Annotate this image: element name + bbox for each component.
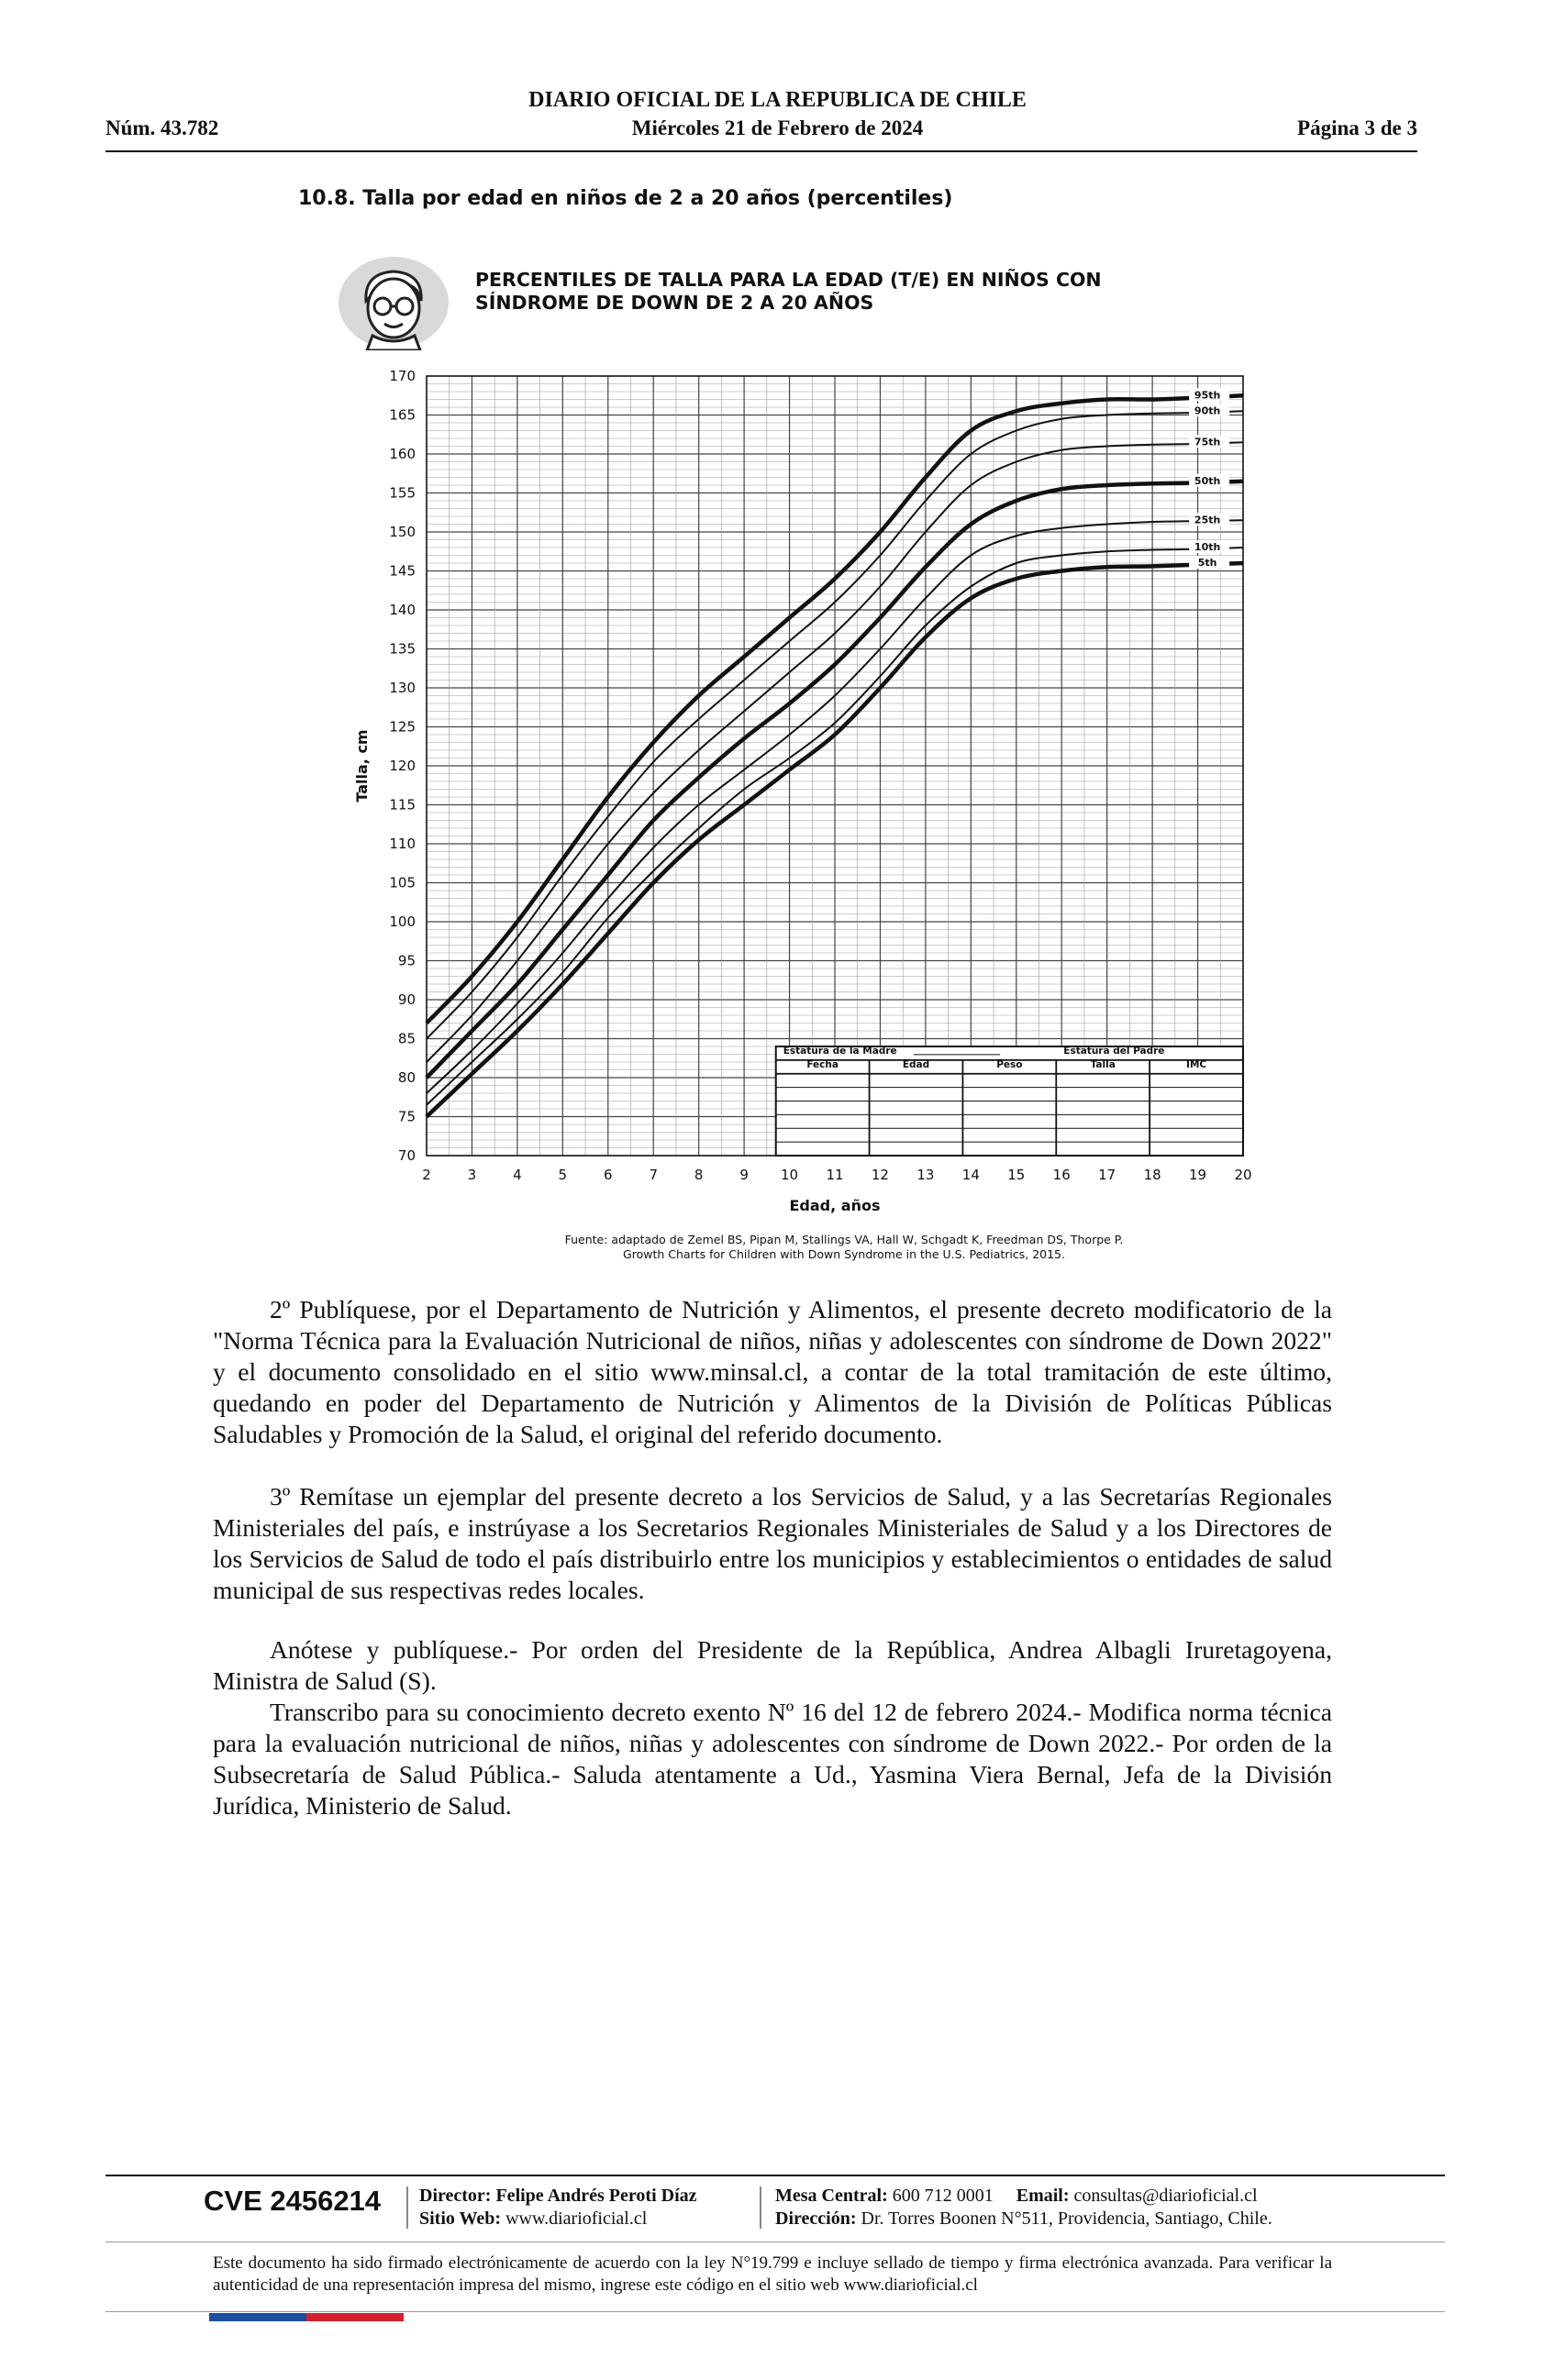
issue-number: Núm. 43.782 bbox=[106, 116, 219, 139]
percentile-label: 95th bbox=[1194, 389, 1221, 402]
transcription-paragraph bbox=[213, 1697, 1332, 1821]
child-face-icon bbox=[336, 255, 451, 350]
record-table-header: Peso bbox=[996, 1058, 1023, 1070]
father-height-label: Estatura del Padre bbox=[1063, 1045, 1165, 1057]
y-tick-label: 140 bbox=[389, 602, 416, 618]
paragraph-3-text: 3º Remítase un ejemplar del presente decreto a los Servicios de Salud, y a las Secretarías Regionales Ministeriales del país, e instrúyase a los Secretarios Regionales Ministeriales de Salud y a los Directores de los Servicios de Salud de todo el país distribuirlo entre los municipios y establecimientos o entidades de salud municipal de sus respectivas redes locales. bbox=[213, 1482, 1332, 1604]
y-tick-label: 80 bbox=[397, 1069, 416, 1086]
y-tick-label: 155 bbox=[389, 484, 416, 502]
footer-separator bbox=[760, 2186, 761, 2229]
percentile-label: 50th bbox=[1194, 474, 1221, 487]
source-line-1: Fuente: adaptado de Zemel BS, Pipan M, Stallings VA, Hall W, Schgadt K, Freedman DS, Thorpe P. bbox=[564, 1233, 1124, 1246]
director-label: Director: bbox=[419, 2186, 492, 2206]
record-table-header: IMC bbox=[1186, 1058, 1207, 1070]
y-tick-label: 170 bbox=[389, 368, 416, 384]
height-for-age-chart bbox=[339, 362, 1257, 1220]
flag-stripe-red bbox=[306, 2313, 404, 2321]
paragraph-3 bbox=[213, 1481, 1332, 1606]
x-tick-label: 5 bbox=[558, 1167, 568, 1183]
footer-divider bbox=[106, 2175, 1445, 2176]
address-label: Dirección: bbox=[775, 2208, 857, 2229]
issue-date: Miércoles 21 de Febrero de 2024 bbox=[631, 116, 924, 139]
y-tick-label: 160 bbox=[389, 446, 416, 462]
mother-height-label: Estatura de la Madre bbox=[783, 1045, 897, 1057]
header-divider bbox=[106, 150, 1417, 152]
figure-caption: 10.8. Talla por edad en niños de 2 a 20 años (percentiles) bbox=[298, 187, 953, 210]
cve-code: CVE 2456214 bbox=[204, 2185, 382, 2217]
page-number: Página 3 de 3 bbox=[1297, 116, 1417, 139]
record-table-header: Edad bbox=[902, 1058, 930, 1070]
x-tick-label: 11 bbox=[826, 1167, 844, 1183]
email-label: Email: bbox=[1016, 2186, 1070, 2206]
y-tick-label: 100 bbox=[389, 913, 416, 930]
signature-notice: Este documento ha sido firmado electrónicamente de acuerdo con la ley N°19.799 e incluye sellado de tiempo y firma electrónica avanzada. Para verificar la autenticidad de una representación impresa del mismo, ingrese este código en el sitio web www.diarioficial.cl bbox=[213, 2253, 1332, 2295]
chart-grid bbox=[427, 376, 1243, 1156]
phone-number: 600 712 0001 bbox=[892, 2186, 994, 2206]
phone-label: Mesa Central: bbox=[775, 2186, 888, 2206]
record-table-header: Fecha bbox=[806, 1058, 839, 1070]
footer-contact-block bbox=[775, 2185, 1272, 2231]
x-tick-label: 18 bbox=[1143, 1167, 1161, 1183]
y-tick-label: 95 bbox=[397, 952, 416, 969]
y-tick-label: 110 bbox=[389, 836, 416, 852]
y-tick-label: 150 bbox=[389, 524, 416, 540]
x-tick-label: 17 bbox=[1098, 1167, 1116, 1183]
x-tick-label: 16 bbox=[1052, 1167, 1071, 1183]
paragraph-2-text: 2º Publíquese, por el Departamento de Nutrición y Alimentos, el presente decreto modificatorio de la "Norma Técnica para la Evaluación Nutricional de niños, niñas y adolescentes con síndrome de Down 2022" y el documento consolidado en el sitio www.minsal.cl, a contar de la total tramitación de este último, quedando en poder del Departamento de Nutrición y Alimentos de la División de Políticas Públicas Saludables y Promoción de la Salud, el original del referido documento. bbox=[213, 1295, 1332, 1448]
x-tick-label: 6 bbox=[604, 1167, 613, 1183]
x-axis-label: Edad, años bbox=[789, 1197, 881, 1214]
web-link[interactable]: www.diarioficial.cl bbox=[505, 2208, 648, 2229]
transcription-text: Transcribo para su conocimiento decreto exento Nº 16 del 12 de febrero 2024.- Modifica norma técnica para la evaluación nutricional de niños, niñas y adolescentes con síndrome de Down 2022.- Por orden de la Subsecretaría de Salud Pública.- Saluda atentamente a Ud., Yasmina Viera Bernal, Jefa de la División Jurídica, Ministerio de Salud. bbox=[213, 1698, 1332, 1820]
flag-stripe-blue bbox=[209, 2313, 306, 2321]
y-tick-label: 130 bbox=[389, 680, 416, 696]
y-tick-label: 85 bbox=[397, 1030, 416, 1047]
figure-source bbox=[514, 1233, 1174, 1262]
x-tick-label: 9 bbox=[739, 1167, 749, 1183]
x-tick-label: 13 bbox=[916, 1167, 935, 1183]
chart-heading bbox=[475, 269, 1117, 315]
web-label: Sitio Web: bbox=[419, 2208, 502, 2229]
signature-text: Anótese y publíquese.- Por orden del Presidente de la República, Andrea Albagli Iruretagoyena, Ministra de Salud (S). bbox=[213, 1635, 1332, 1695]
x-tick-label: 12 bbox=[871, 1167, 889, 1183]
x-tick-label: 2 bbox=[422, 1167, 431, 1183]
address-text: Dr. Torres Boonen N°511, Providencia, Santiago, Chile. bbox=[861, 2208, 1272, 2229]
y-tick-label: 165 bbox=[389, 406, 416, 424]
percentile-label: 5th bbox=[1197, 557, 1217, 569]
y-tick-label: 75 bbox=[397, 1108, 416, 1125]
record-table bbox=[776, 1046, 1243, 1156]
paragraph-2 bbox=[213, 1294, 1332, 1450]
x-tick-label: 7 bbox=[649, 1167, 658, 1183]
x-tick-label: 19 bbox=[1189, 1167, 1207, 1183]
footer-separator bbox=[406, 2186, 408, 2229]
y-tick-label: 70 bbox=[397, 1147, 416, 1164]
y-tick-label: 125 bbox=[389, 718, 416, 736]
newspaper-title: DIARIO OFICIAL DE LA REPUBLICA DE CHILE bbox=[528, 88, 1027, 112]
y-tick-label: 105 bbox=[389, 874, 416, 891]
chart-heading-line-1: PERCENTILES DE TALLA PARA LA EDAD (T/E) EN NIÑOS CON bbox=[475, 269, 1102, 291]
y-axis-label: Talla, cm bbox=[353, 729, 371, 803]
x-tick-label: 20 bbox=[1234, 1167, 1252, 1183]
record-table-header: Talla bbox=[1090, 1058, 1116, 1070]
percentile-label: 75th bbox=[1194, 436, 1221, 448]
x-tick-label: 3 bbox=[467, 1167, 477, 1183]
footer-director-block bbox=[419, 2185, 697, 2231]
x-tick-label: 15 bbox=[1007, 1167, 1026, 1183]
footer-divider bbox=[106, 2311, 1445, 2312]
signature-paragraph bbox=[213, 1634, 1332, 1697]
percentile-labels bbox=[1189, 388, 1229, 569]
y-tick-label: 135 bbox=[389, 640, 416, 658]
source-line-2: Growth Charts for Children with Down Syndrome in the U.S. Pediatrics, 2015. bbox=[623, 1247, 1065, 1261]
percentile-label: 90th bbox=[1194, 404, 1221, 417]
chart-heading-line-2: SÍNDROME DE DOWN DE 2 A 20 AÑOS bbox=[475, 292, 874, 314]
y-tick-label: 145 bbox=[389, 562, 416, 580]
x-tick-label: 4 bbox=[513, 1167, 522, 1183]
percentile-label: 10th bbox=[1194, 541, 1221, 553]
x-tick-label: 14 bbox=[961, 1167, 980, 1183]
y-tick-label: 90 bbox=[397, 991, 416, 1008]
percentile-label: 25th bbox=[1194, 514, 1221, 526]
y-tick-label: 115 bbox=[389, 796, 416, 814]
x-tick-label: 8 bbox=[694, 1167, 704, 1183]
x-tick-label: 10 bbox=[781, 1167, 799, 1183]
director-name: Felipe Andrés Peroti Díaz bbox=[495, 2186, 697, 2206]
y-tick-label: 120 bbox=[389, 758, 416, 774]
email-link[interactable]: consultas@diarioficial.cl bbox=[1073, 2186, 1258, 2206]
